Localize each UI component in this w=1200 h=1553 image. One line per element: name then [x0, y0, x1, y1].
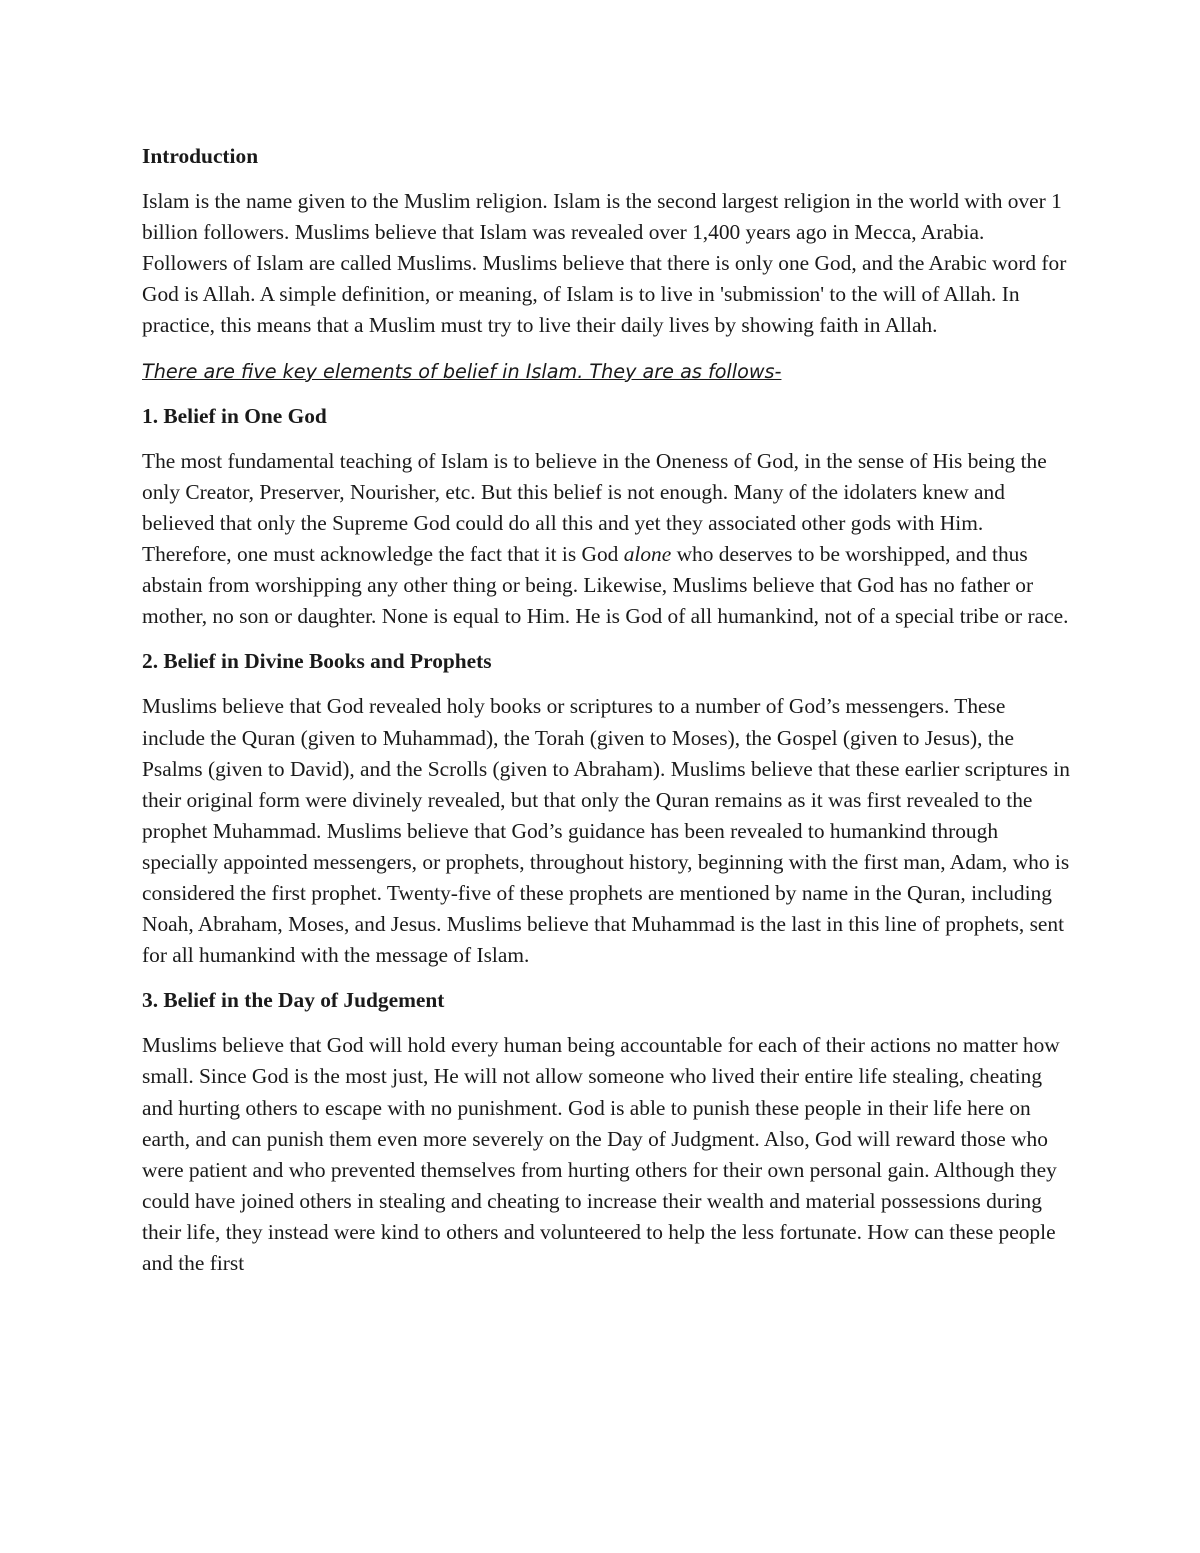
- section-2-heading: 2. Belief in Divine Books and Prophets: [142, 649, 492, 674]
- intro-paragraph: Islam is the name given to the Muslim religion. Islam is the second largest religion in the world with over 1 billion followers. Muslims believe that Islam was revealed over 1,400 years ago in Mecca, Arabia. Followers of Islam are called Muslims. Muslims believe that there is only one God, and the Arabic word for God is Allah. A simple definition, or meaning, of Islam is to live in 'submission' to the will of Allah. In practice, this means that a Muslim must try to live their daily lives by showing faith in Allah.: [142, 189, 1067, 338]
- section-1-paragraph: [142, 446, 1072, 633]
- section-2-paragraph: Muslims believe that God revealed holy books or scriptures to a number of God’s messengers. These include the Quran (given to Muhammad), the Torah (given to Moses), the Gospel (given to Jesus), the Psalms (given to David), and the Scrolls (given to Abraham). Muslims believe that these earlier scriptures in their original form were divinely revealed, but that only the Quran remains as it was first revealed to the prophet Muhammad. Muslims believe that God’s guidance has been revealed to humankind through specially appointed messengers, or prophets, throughout history, beginning with the first man, Adam, who is considered the first prophet. Twenty-five of these prophets are mentioned by name in the Quran, including Noah, Abraham, Moses, and Jesus. Muslims believe that Muhammad is the last in this line of prophets, sent for all humankind with the message of Islam.: [142, 694, 1070, 968]
- section-3-heading: 3. Belief in the Day of Judgement: [142, 988, 445, 1013]
- document-body: [142, 141, 1072, 1293]
- elements-intro: There are five key elements of belief in Islam. They are as follows-: [142, 359, 782, 383]
- section-1-text-after: who deserves to be worshipped, and thus abstain from worshipping any other thing or being. Likewise, Muslims believe that God has no father or mother, no son or daughter. None is equal to Him. He is God of all humankind, not of a special tribe or race.: [142, 542, 1069, 629]
- intro-heading: Introduction: [142, 144, 259, 168]
- section-1-emphasis: alone: [623, 542, 672, 567]
- section-1-text-before: The most fundamental teaching of Islam is to believe in the Oneness of God, in the sense of His being the only Creator, Preserver, Nourisher, etc. But this belief is not enough. Many of the idolaters knew and believed that only the Supreme God could do all this and yet they associated other gods with Him. Therefore, one must acknowledge the fact that it is God: [142, 448, 1047, 567]
- section-1-heading: 1. Belief in One God: [142, 403, 327, 428]
- section-3-paragraph: Muslims believe that God will hold every human being accountable for each of their actions no matter how small. Since God is the most just, He will not allow someone who lived their entire life stealing, cheating and hurting others to escape with no punishment. God is able to punish these people in their life here on earth, and can punish them even more severely on the Day of Judgment. Also, God will reward those who were patient and who prevented themselves from hurting others for their own personal gain. Although they could have joined others in stealing and cheating to increase their wealth and material possessions during their life, they instead were kind to others and volunteered to help the less fortunate. How can these people and the first: [142, 1033, 1060, 1275]
